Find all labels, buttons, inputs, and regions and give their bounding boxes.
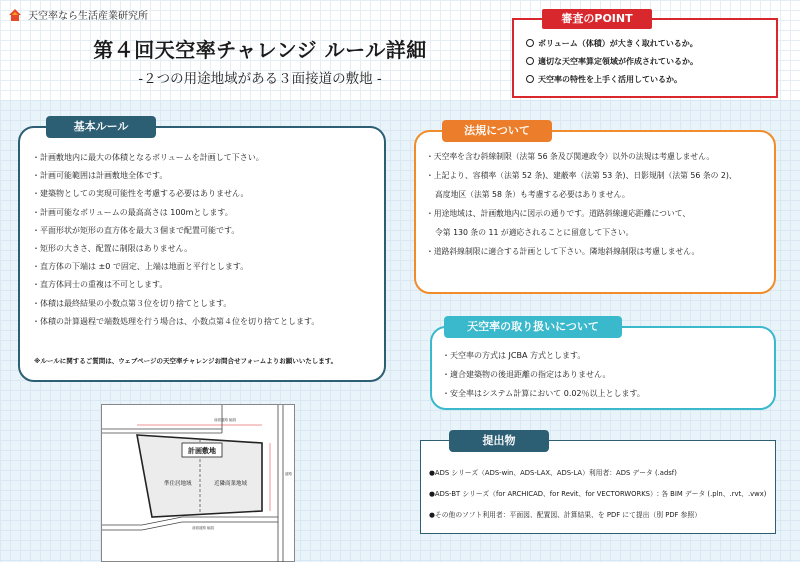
law-item: ・道路斜線制限に適合する計画として下さい。隣地斜線制限は考慮しません。	[426, 247, 700, 256]
review-item: 適切な天空率算定領域が作成されているか。	[526, 56, 698, 67]
sky-ratio-panel	[430, 320, 776, 410]
review-points-box	[512, 12, 778, 98]
circle-icon	[526, 57, 534, 65]
ratio-item: ・適合建築物の後退距離の指定はありません。	[442, 370, 611, 379]
rule-item: ・直方体同士の重複は不可とします。	[32, 280, 168, 290]
basic-rules-heading: 基本ルール	[46, 116, 156, 138]
rule-item: ・建築物としての実現可能性を考慮する必要はありません。	[32, 189, 249, 199]
law-item: ・上記より、容積率（法第 52 条)、建蔽率（法第 53 条)、日影規制（法第 56 条の 2)、 高度地区（法第 58 条）も考慮する必要はありません。	[426, 171, 737, 199]
rule-item: ・矩形の大きさ、配置に制限はありません。	[32, 243, 193, 253]
rule-item: ・計画敷地内に最大の体積となるボリュームを計画して下さい。	[32, 153, 264, 162]
road-bottom-label: 前面道路 幅員	[192, 526, 215, 530]
site-label: 計画敷地	[188, 447, 216, 455]
circle-icon	[526, 39, 534, 47]
rule-item: ・計画可能範囲は計画敷地全体です。	[32, 171, 168, 181]
rule-item: ・直方体の下端は ±0 で固定、上端は地面と平行とします。	[32, 262, 249, 272]
basic-rules-panel	[18, 120, 386, 382]
ratio-item: ・安全率はシステム計算において 0.02％以上とします。	[442, 389, 645, 398]
review-heading: 審査のPOINT	[542, 9, 652, 29]
road-top-label: 前面道路 幅員	[214, 418, 237, 422]
submission-item: ●ADS-BT シリーズ（for ARCHICAD、for Revit、for VECTORWORKS）: 各 BIM データ (.pln、.rvt、.vwx)	[429, 490, 767, 498]
road-right-label: 道路	[285, 472, 292, 476]
ratio-item: ・天空率の方式は JCBA 方式とします。	[442, 351, 586, 360]
site-plan-svg	[102, 405, 296, 562]
rules-note: ※ルールに関するご質問は、ウェブページの天空率チャレンジお問合せフォームよりお願いいたします。	[34, 357, 338, 365]
site-plan-diagram	[101, 404, 295, 562]
submission-heading: 提出物	[449, 430, 549, 452]
circle-icon	[526, 75, 534, 83]
law-panel	[414, 124, 776, 294]
organization-name: 天空率なら生活産業研究所	[28, 11, 148, 22]
road-edge-bottom-inner	[102, 522, 278, 530]
submission-item: ●ADS シリーズ（ADS-win、ADS-LAX、ADS-LA）利用者：ADS データ (.adsf)	[429, 469, 677, 477]
review-item: 天空率の特性を上手く活用しているか。	[526, 74, 698, 85]
rule-item: ・平面形状が矩形の直方体を最大３個まで配置可能です。	[32, 225, 240, 235]
page-title: 第４回天空率チャレンジ ルール詳細	[93, 38, 427, 62]
zone-right-label: 近隣商業地域	[214, 481, 248, 487]
law-item: ・用途地域は、計画敷地内に図示の通りです。道路斜線適応距離について、 令第 130 条の 11 が適応されることに留意して下さい。	[426, 209, 691, 237]
rule-item: ・体積の計算過程で端数処理を行う場合は、小数点第４位を切り捨てとします。	[32, 316, 320, 326]
house-logo-icon	[8, 8, 22, 22]
rule-item: ・計画可能なボリュームの最高高さは 100mとします。	[32, 207, 233, 217]
road-edge-bottom	[102, 517, 278, 525]
zone-left-label: 準住居地域	[164, 481, 192, 487]
review-item: ボリューム（体積）が大きく取れているか。	[526, 38, 698, 49]
organization-header	[8, 7, 148, 22]
submission-item: ●その他のソフト利用者：平面図、配置図、計算結果、を PDF にて提出（別 PDF 参照）	[429, 511, 702, 519]
sky-ratio-heading: 天空率の取り扱いについて	[444, 316, 622, 338]
page-subtitle: -２つの用途地域がある３面接道の敷地 -	[138, 71, 382, 87]
law-heading: 法規について	[442, 120, 552, 142]
submission-panel	[420, 434, 776, 534]
rule-item: ・体積は最終結果の小数点第３位を切り捨てとします。	[32, 298, 232, 308]
law-item: ・天空率を含む斜線制限（法第 56 条及び関連政令）以外の法規は考慮しません。	[426, 152, 715, 161]
